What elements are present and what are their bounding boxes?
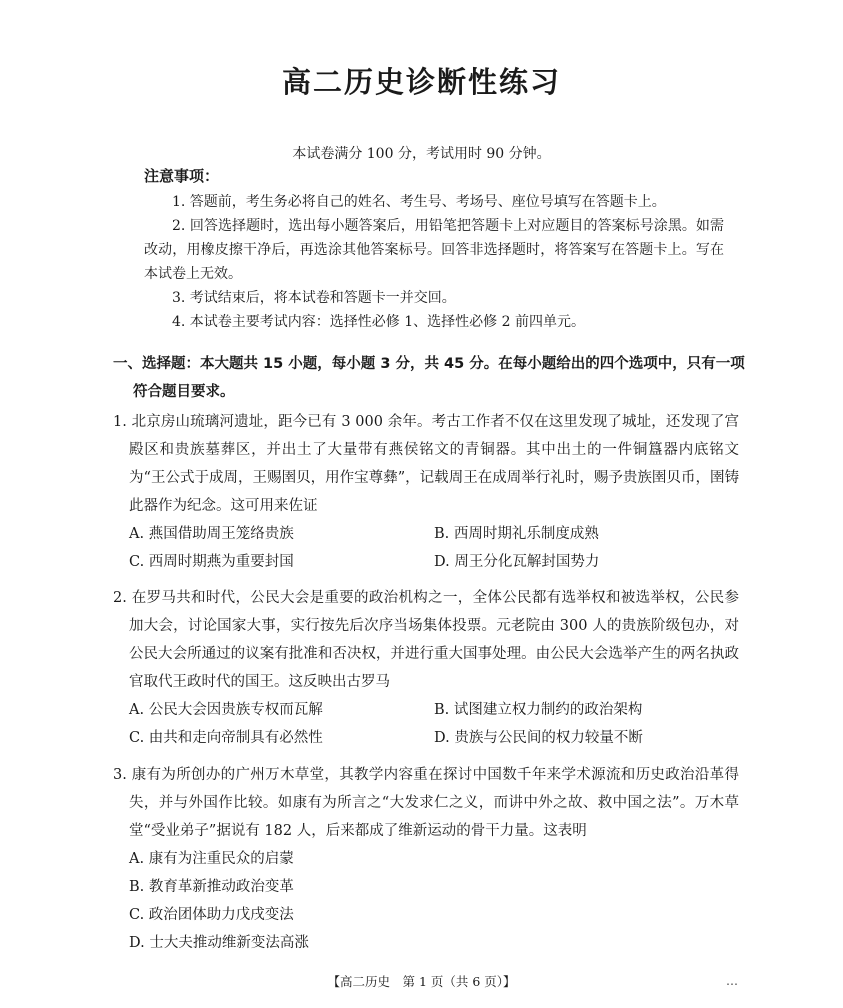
- corner-mark: …: [726, 974, 738, 988]
- option-a[interactable]: A. 燕国借助周王笼络贵族: [129, 526, 294, 542]
- option-c[interactable]: C. 西周时期燕为重要封国: [129, 554, 294, 570]
- option-c[interactable]: C. 政治团体助力戊戌变法: [129, 907, 294, 923]
- question-1: [113, 408, 739, 576]
- option-group: [113, 845, 739, 957]
- question-2: [113, 584, 739, 752]
- option-b[interactable]: B. 试图建立权力制约的政治架构: [434, 702, 643, 718]
- option-d[interactable]: D. 士大夫推动维新变法高涨: [129, 935, 309, 951]
- option-c[interactable]: C. 由共和走向帝制具有必然性: [129, 730, 323, 746]
- option-a[interactable]: A. 康有为注重民众的启蒙: [129, 851, 294, 867]
- option-d[interactable]: D. 贵族与公民间的权力较量不断: [434, 730, 643, 746]
- option-group: [113, 696, 739, 752]
- notice-item: 4. 本试卷主要考试内容：选择性必修 1、选择性必修 2 前四单元。: [172, 314, 585, 330]
- notice-item: 3. 考试结束后，将本试卷和答题卡一并交回。: [172, 290, 456, 306]
- option-group: [113, 520, 739, 576]
- option-b[interactable]: B. 教育革新推动政治变革: [129, 879, 294, 895]
- option-d[interactable]: D. 周王分化瓦解封国势力: [434, 554, 600, 570]
- notice-item: 1. 答题前，考生务必将自己的姓名、考生号、考场号、座位号填写在答题卡上。: [172, 194, 666, 210]
- question-stem: 2. 在罗马共和时代，公民大会是重要的政治机构之一，全体公民都有选举权和被选举权，公民参加大会，讨论国家大事，实行按先后次序当场集体投票。元老院由 300 人的贵族阶级包办，对公民大会所通过的议案有批准和否决权，并进行重大国事处理。由公民大会选举产生的两名执政官取代王政时代的国王。这反映出古罗马: [113, 590, 739, 690]
- question-stem: 3. 康有为所创办的广州万木草堂，其教学内容重在探讨中国数千年来学术源流和历史政治沿革得失，并与外国作比较。如康有为所言之“大发求仁之义，而讲中外之故、救中国之法”。万木草堂“受业弟子”据说有 182 人，后来都成了维新运动的骨干力量。这表明: [113, 767, 739, 839]
- exam-meta: 本试卷满分 100 分，考试用时 90 分钟。: [292, 146, 551, 162]
- question-stem: 1. 北京房山琉璃河遗址，距今已有 3 000 余年。考古工作者不仅在这里发现了城址，还发现了宫殿区和贵族墓葬区，并出土了大量带有燕侯铭文的青铜器。其中出土的一件铜簋器内底铭文为“王公式于成周，王赐圉贝，用作宝尊彝”，记载周王在成周举行礼时，赐予贵族圉贝币，圉铸此器作为纪念。这可用来佐证: [113, 414, 739, 514]
- option-b[interactable]: B. 西周时期礼乐制度成熟: [434, 526, 599, 542]
- notice-heading: 注意事项：: [144, 167, 220, 185]
- section-heading: 一、选择题：本大题共 15 小题，每小题 3 分，共 45 分。在每小题给出的四个选项中，只有一项符合题目要求。: [113, 356, 745, 400]
- notice-list: [144, 190, 724, 334]
- option-a[interactable]: A. 公民大会因贵族专权而瓦解: [129, 702, 323, 718]
- page-footer: 【高二历史 第 1 页（共 6 页）】: [327, 974, 516, 989]
- question-3: [113, 761, 739, 957]
- notice-item: 2. 回答选择题时，选出每小题答案后，用铅笔把答题卡上对应题目的答案标号涂黑。如需改动，用橡皮擦干净后，再选涂其他答案标号。回答非选择题时，将答案写在答题卡上。写在本试卷上无效。: [144, 218, 724, 282]
- exam-title: 高二历史诊断性练习: [281, 65, 561, 99]
